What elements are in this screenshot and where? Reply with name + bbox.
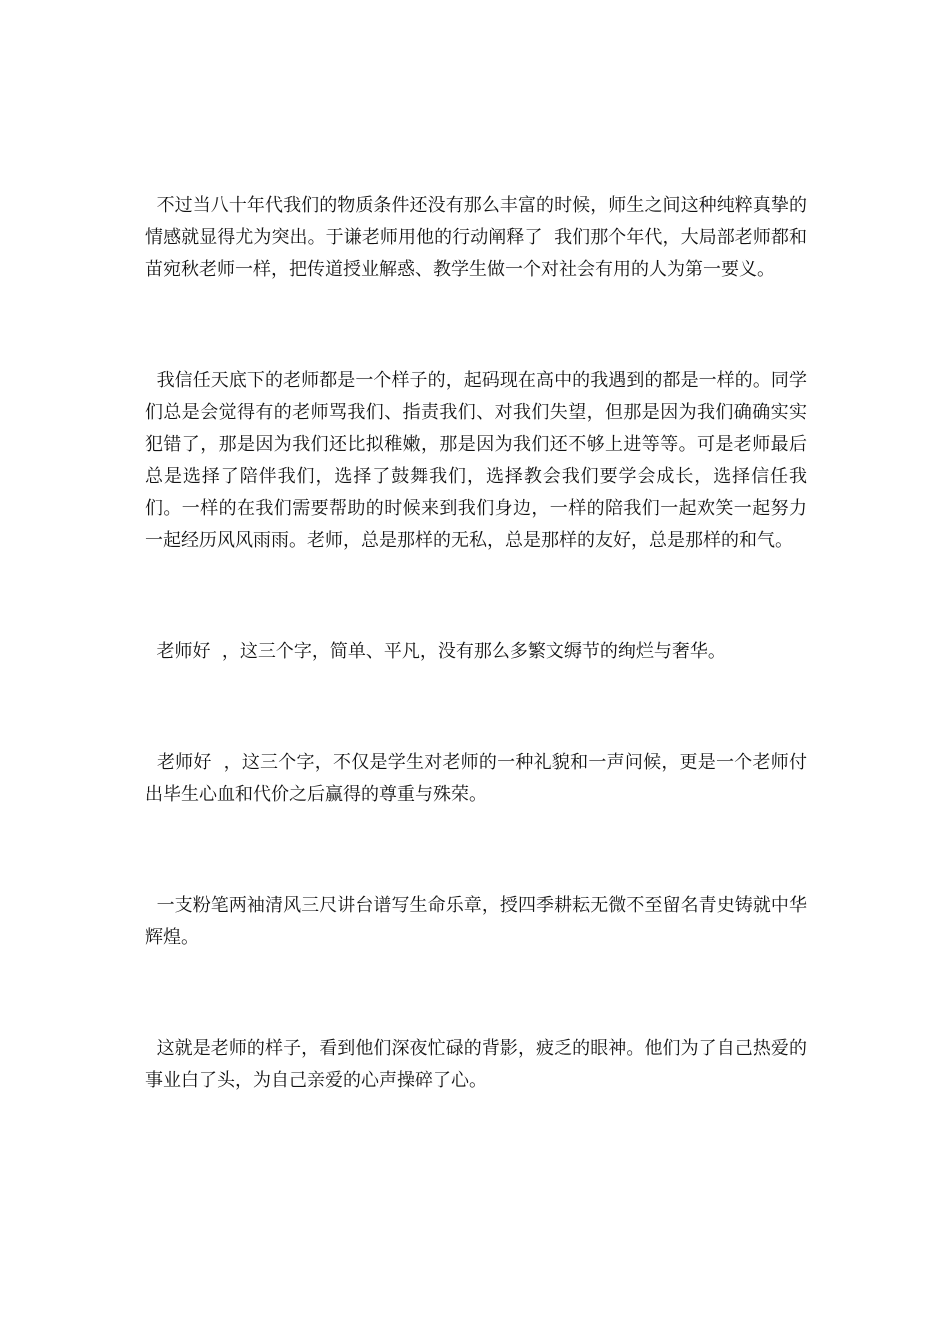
paragraph-5: 一支粉笔两袖清风三尺讲台谱写生命乐章，授四季耕耘无微不至留名青史铸就中华辉煌。 [145, 895, 807, 948]
paragraph-6: 这就是老师的样子，看到他们深夜忙碌的背影，疲乏的眼神。他们为了自己热爱的事业白了头，为自己亲爱的心声操碎了心。 [145, 1038, 807, 1091]
paragraph-4: 老师好 ，这三个字，不仅是学生对老师的一种礼貌和一声问候，更是一个老师付出毕生心血和代价之后赢得的尊重与殊荣。 [145, 752, 807, 805]
document-body [145, 190, 807, 1097]
paragraph-3: 老师好 ，这三个字，简单、平凡，没有那么多繁文缛节的绚烂与奢华。 [145, 641, 726, 662]
paragraph-1: 不过当八十年代我们的物质条件还没有那么丰富的时候，师生之间这种纯粹真挚的情感就显得尤为突出。于谦老师用他的行动阐释了 我们那个年代，大局部老师都和苗宛秋老师一样，把传道授业解惑、教学生做一个对社会有用的人为第一要义。 [145, 195, 807, 280]
paragraph-2: 我信任天底下的老师都是一个样子的，起码现在高中的我遇到的都是一样的。同学们总是会觉得有的老师骂我们、指责我们、对我们失望，但那是因为我们确确实实犯错了，那是因为我们还比拟稚嫩，那是因为我们还不够上进等等。可是老师最后总是选择了陪伴我们，选择了鼓舞我们，选择教会我们要学会成长，选择信任我们。一样的在我们需要帮助的时候来到我们身边，一样的陪我们一起欢笑一起努力一起经历风风雨雨。老师，总是那样的无私，总是那样的友好，总是那样的和气。 [145, 370, 807, 551]
